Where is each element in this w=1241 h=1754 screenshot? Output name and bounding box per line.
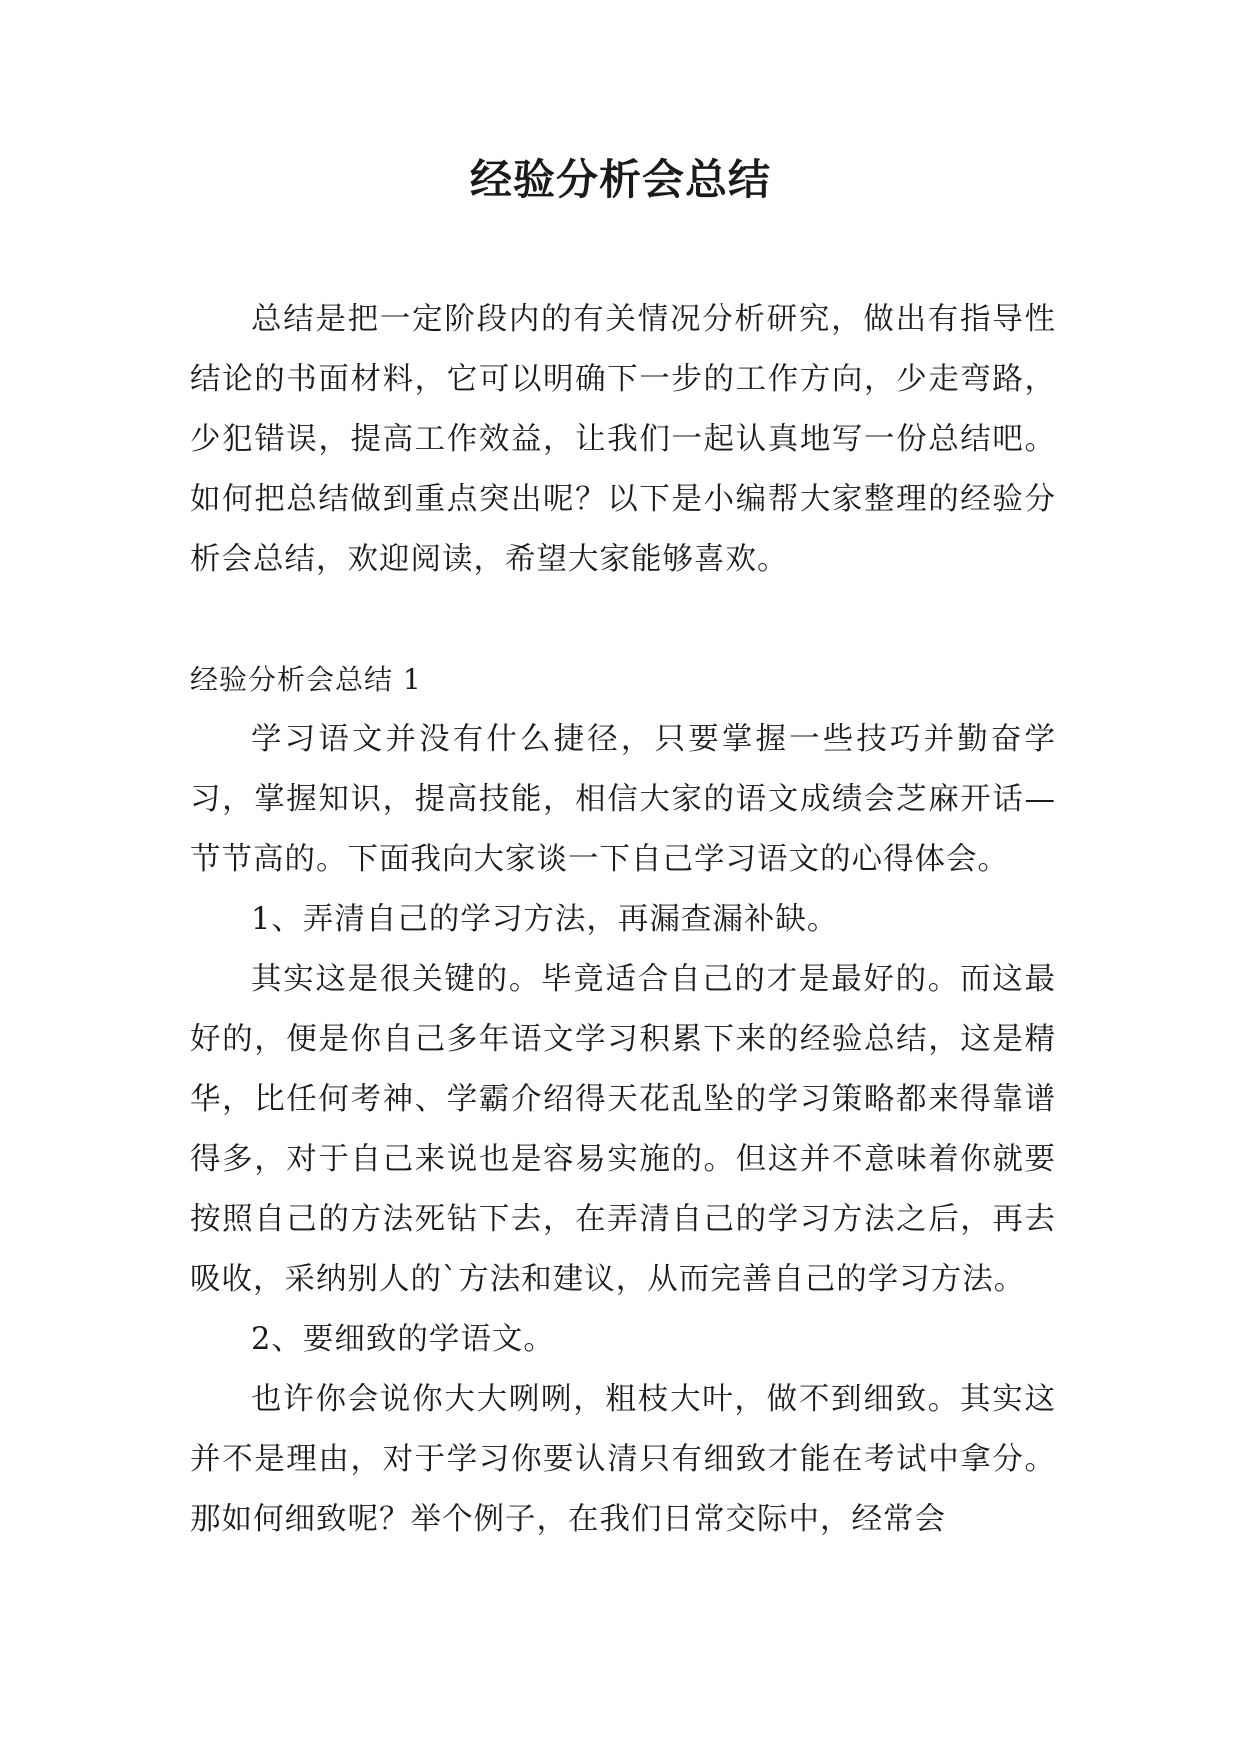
section-heading: 经验分析会总结 1 (190, 663, 422, 696)
numbered-point: 1、弄清自己的学习方法，再漏查漏补缺。 (251, 902, 839, 937)
numbered-point: 2、要细致的学语文。 (251, 1322, 555, 1357)
body-paragraph: 其实这是很关键的。毕竟适合自己的才是最好的。而这最好的，便是你自己多年语文学习积累下来的经验总结，这是精华，比任何考神、学霸介绍得天花乱坠的学习策略都来得靠谱得多，对于自己来说也是容易实施的。但这并不意味着你就要按照自己的方法死钻下去，在弄清自己的学习方法之后，再去吸收，采纳别人的`方法和建议，从而完善自己的学习方法。 (190, 962, 1056, 1297)
intro-paragraph: 总结是把一定阶段内的有关情况分析研究，做出有指导性结论的书面材料，它可以明确下一步的工作方向，少走弯路，少犯错误，提高工作效益，让我们一起认真地写一份总结吧。如何把总结做到重点突出呢？以下是小编帮大家整理的经验分析会总结，欢迎阅读，希望大家能够喜欢。 (190, 302, 1056, 577)
document-body (190, 290, 1056, 1550)
body-paragraph: 也许你会说你大大咧咧，粗枝大叶，做不到细致。其实这并不是理由，对于学习你要认清只有细致才能在考试中拿分。那如何细致呢？举个例子，在我们日常交际中，经常会 (190, 1382, 1056, 1537)
body-paragraph: 学习语文并没有什么捷径，只要掌握一些技巧并勤奋学习，掌握知识，提高技能，相信大家的语文成绩会芝麻开话—节节高的。下面我向大家谈一下自己学习语文的心得体会。 (190, 722, 1056, 877)
document-title: 经验分析会总结 (469, 155, 771, 204)
